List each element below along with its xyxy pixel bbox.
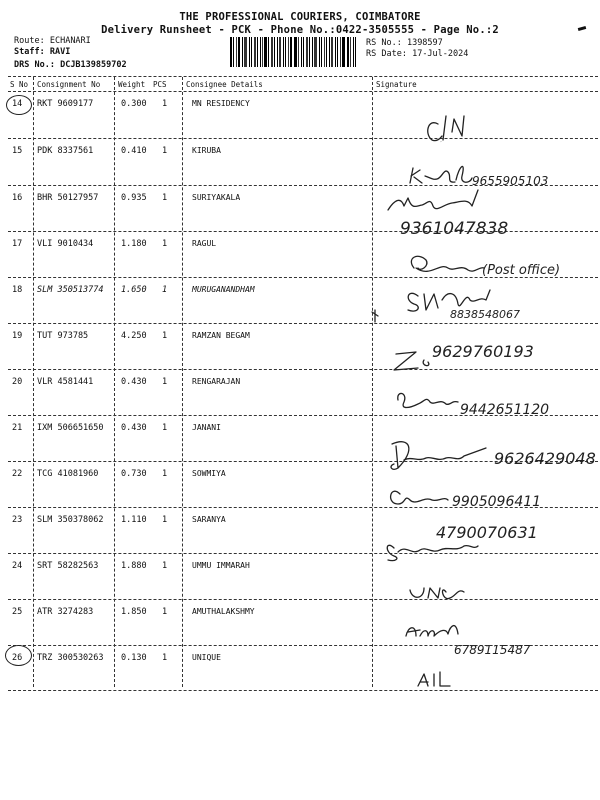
- barcode-bar: [242, 37, 243, 67]
- barcode-bar: [347, 37, 349, 67]
- row-consignment: VLR 4581441: [37, 377, 94, 387]
- rs-date-value: 17-Jul-2024: [412, 49, 469, 59]
- barcode-bar: [342, 37, 345, 67]
- barcode-bar: [233, 37, 234, 67]
- row-weight: 0.935: [121, 193, 147, 203]
- table-row: [0, 370, 600, 416]
- barcode-bar: [298, 37, 299, 67]
- row-consignee: SURIYAKALA: [192, 193, 241, 202]
- route-label: Route:: [14, 36, 45, 46]
- signature-text-20: 9442651120: [460, 402, 550, 418]
- signature-text-21: 9626429048: [494, 449, 596, 468]
- row-consignee: RAGUL: [192, 239, 217, 248]
- row-pcs: 1: [162, 239, 168, 249]
- row-sno: 20: [12, 377, 23, 387]
- table-row: [0, 186, 600, 232]
- table-row: [0, 600, 600, 646]
- table-row: [0, 278, 600, 324]
- signature-text-25: 6789115487: [454, 643, 531, 657]
- table-row: [0, 92, 600, 138]
- row-consignment: SLM 350378062: [37, 515, 104, 525]
- signature-text-17: (Post office): [482, 263, 561, 278]
- row-pcs: 1: [162, 515, 168, 525]
- rs-no-value: 1398597: [406, 38, 443, 48]
- row-sno: 25: [12, 607, 23, 617]
- table-row: [0, 416, 600, 462]
- rs-date-line: [366, 49, 468, 59]
- barcode-bar: [277, 37, 278, 67]
- barcode-bar: [290, 37, 292, 67]
- runsheet-subtitle: Delivery Runsheet - PCK - Phone No.:0422-3505555 - Page No.:2: [101, 24, 499, 36]
- row-consignment: PDK 8337561: [37, 146, 94, 156]
- row-pcs: 1: [162, 331, 168, 341]
- row-consignment: TRZ 300530263: [37, 653, 104, 663]
- row-consignee: KIRUBA: [192, 146, 221, 155]
- barcode-bar: [262, 37, 263, 67]
- row-weight: 0.430: [121, 377, 147, 387]
- barcode-bar: [335, 37, 336, 67]
- col-header-signature: Signature: [376, 80, 417, 89]
- barcode-bar: [249, 37, 250, 67]
- barcode-bar: [312, 37, 313, 67]
- barcode-bar: [301, 37, 302, 67]
- barcode-bar: [324, 37, 326, 67]
- barcode-bar: [350, 37, 351, 67]
- barcode-bar: [251, 37, 252, 67]
- route-line: [14, 36, 91, 46]
- row-weight: 1.880: [121, 561, 147, 571]
- table-row: [0, 554, 600, 600]
- signature-text-19: 9629760193: [432, 342, 534, 361]
- barcode-bar: [244, 37, 247, 67]
- rs-no-label: RS No.:: [366, 38, 402, 48]
- barcode-bar: [236, 37, 237, 67]
- row-weight: 0.130: [121, 653, 147, 663]
- barcode-bar: [254, 37, 256, 67]
- row-consignment: SLM 350513774: [37, 285, 104, 295]
- row-weight: 1.180: [121, 239, 147, 249]
- barcode-bar: [264, 37, 267, 67]
- signature-text-15: 9655905103: [472, 174, 549, 188]
- barcode-bar: [279, 37, 281, 67]
- row-consignee: RENGARAJAN: [192, 377, 241, 386]
- row-consignment: RKT 9609177: [37, 99, 94, 109]
- barcode-bar: [294, 37, 297, 67]
- row-sno: 24: [12, 561, 23, 571]
- staff-label: Staff:: [14, 47, 45, 57]
- drs-label: DRS No.:: [14, 60, 55, 70]
- row-consignee: JANANI: [192, 423, 221, 432]
- row-consignee: UMMU IMMARAH: [192, 561, 250, 570]
- barcode-bar: [309, 37, 310, 67]
- row-pcs: 1: [162, 99, 168, 109]
- barcode-bar: [314, 37, 317, 67]
- row-consignment: ATR 3274283: [37, 607, 94, 617]
- row-weight: 0.730: [121, 469, 147, 479]
- rs-date-label: RS Date:: [366, 49, 407, 59]
- row-weight: 0.410: [121, 146, 147, 156]
- route-value: ECHANARI: [49, 36, 91, 46]
- col-header-consignee: Consignee Details: [186, 80, 263, 89]
- row-pcs: 1: [162, 469, 168, 479]
- barcode-bar: [271, 37, 273, 67]
- row-sno: 14: [12, 99, 23, 109]
- barcode-bar: [355, 37, 356, 67]
- row-pcs: 1: [162, 653, 168, 663]
- col-header-consignment: Consignment No: [37, 80, 101, 89]
- row-consignment: BHR 50127957: [37, 193, 99, 203]
- signature-text-16: 9361047838: [400, 219, 509, 239]
- table-row: [0, 646, 600, 692]
- barcode-bar: [303, 37, 304, 67]
- table-row: [0, 324, 600, 370]
- barcode-bar: [283, 37, 284, 67]
- barcode-bar: [326, 37, 327, 67]
- drs-line: [14, 60, 127, 70]
- signature-text-18: 8838548067: [450, 308, 520, 321]
- row-weight: 4.250: [121, 331, 147, 341]
- row-sno: 18: [12, 285, 23, 295]
- barcode: [230, 37, 358, 67]
- table-row: [0, 508, 600, 554]
- drs-value: DCJB139859702: [60, 60, 127, 70]
- barcode-bar: [337, 37, 338, 67]
- row-sno: 15: [12, 146, 23, 156]
- barcode-bar: [353, 37, 354, 67]
- row-weight: 1.110: [121, 515, 147, 525]
- row-consignee: MN RESIDENCY: [192, 99, 250, 108]
- row-consignment: IXM 506651650: [37, 423, 104, 433]
- company-title: THE PROFESSIONAL COURIERS, COIMBATORE: [179, 11, 421, 23]
- barcode-bar: [230, 37, 232, 67]
- row-sno: 17: [12, 239, 23, 249]
- barcode-bar: [260, 37, 261, 67]
- row-consignee: RAMZAN BEGAM: [192, 331, 250, 340]
- signature-text-23: 4790070631: [436, 523, 538, 542]
- row-consignee: MURUGANANDHAM: [192, 285, 255, 294]
- row-pcs: 1: [162, 146, 168, 156]
- rs-no-line: [366, 38, 443, 48]
- row-weight: 0.430: [121, 423, 147, 433]
- row-sno: 21: [12, 423, 23, 433]
- row-sno: 22: [12, 469, 23, 479]
- signature-text-14: C/N: [440, 142, 442, 143]
- barcode-bar: [329, 37, 330, 67]
- barcode-bar: [285, 37, 286, 67]
- barcode-bar: [274, 37, 275, 67]
- barcode-bar: [288, 37, 289, 67]
- row-divider: [8, 690, 598, 691]
- signature-text-22: 9905096411: [452, 494, 542, 510]
- row-sno: 16: [12, 193, 23, 203]
- row-weight: 1.850: [121, 607, 147, 617]
- row-consignment: VLI 9010434: [37, 239, 94, 249]
- hand-circle-row-26: [5, 645, 32, 666]
- table-row: [0, 232, 600, 278]
- barcode-bar: [238, 37, 240, 67]
- row-sno: 19: [12, 331, 23, 341]
- row-weight: 0.300: [121, 99, 147, 109]
- row-consignee: SOWMIYA: [192, 469, 226, 478]
- col-header-weight: Weight: [118, 80, 146, 89]
- barcode-bar: [331, 37, 333, 67]
- row-weight: 1.650: [121, 285, 147, 295]
- header-top-rule: [8, 76, 598, 77]
- barcode-bar: [257, 37, 258, 67]
- row-pcs: 1: [162, 285, 168, 295]
- barcode-bar: [319, 37, 320, 67]
- staff-line: [14, 47, 70, 57]
- row-pcs: 1: [162, 607, 168, 617]
- table-row: [0, 139, 600, 185]
- row-sno: 23: [12, 515, 23, 525]
- row-pcs: 1: [162, 423, 168, 433]
- row-pcs: 1: [162, 193, 168, 203]
- row-consignment: TUT 973785: [37, 331, 89, 341]
- row-consignment: SRT 58282563: [37, 561, 99, 571]
- hand-circle-row-14: [6, 95, 32, 115]
- row-pcs: 1: [162, 561, 168, 571]
- barcode-bar: [268, 37, 269, 67]
- staff-value: RAVI: [49, 47, 71, 57]
- barcode-bar: [306, 37, 308, 67]
- row-consignee: UNIQUE: [192, 653, 221, 662]
- barcode-bar: [321, 37, 322, 67]
- row-consignment: TCG 41081960: [37, 469, 99, 479]
- col-header-pcs: PCS: [153, 80, 167, 89]
- row-pcs: 1: [162, 377, 168, 387]
- table-row: [0, 462, 600, 508]
- row-sno: 26: [12, 653, 23, 663]
- barcode-bar: [340, 37, 341, 67]
- col-header-sno: S No: [10, 80, 29, 89]
- row-consignee: SARANYA: [192, 515, 226, 524]
- row-consignee: AMUTHALAKSHMY: [192, 607, 255, 616]
